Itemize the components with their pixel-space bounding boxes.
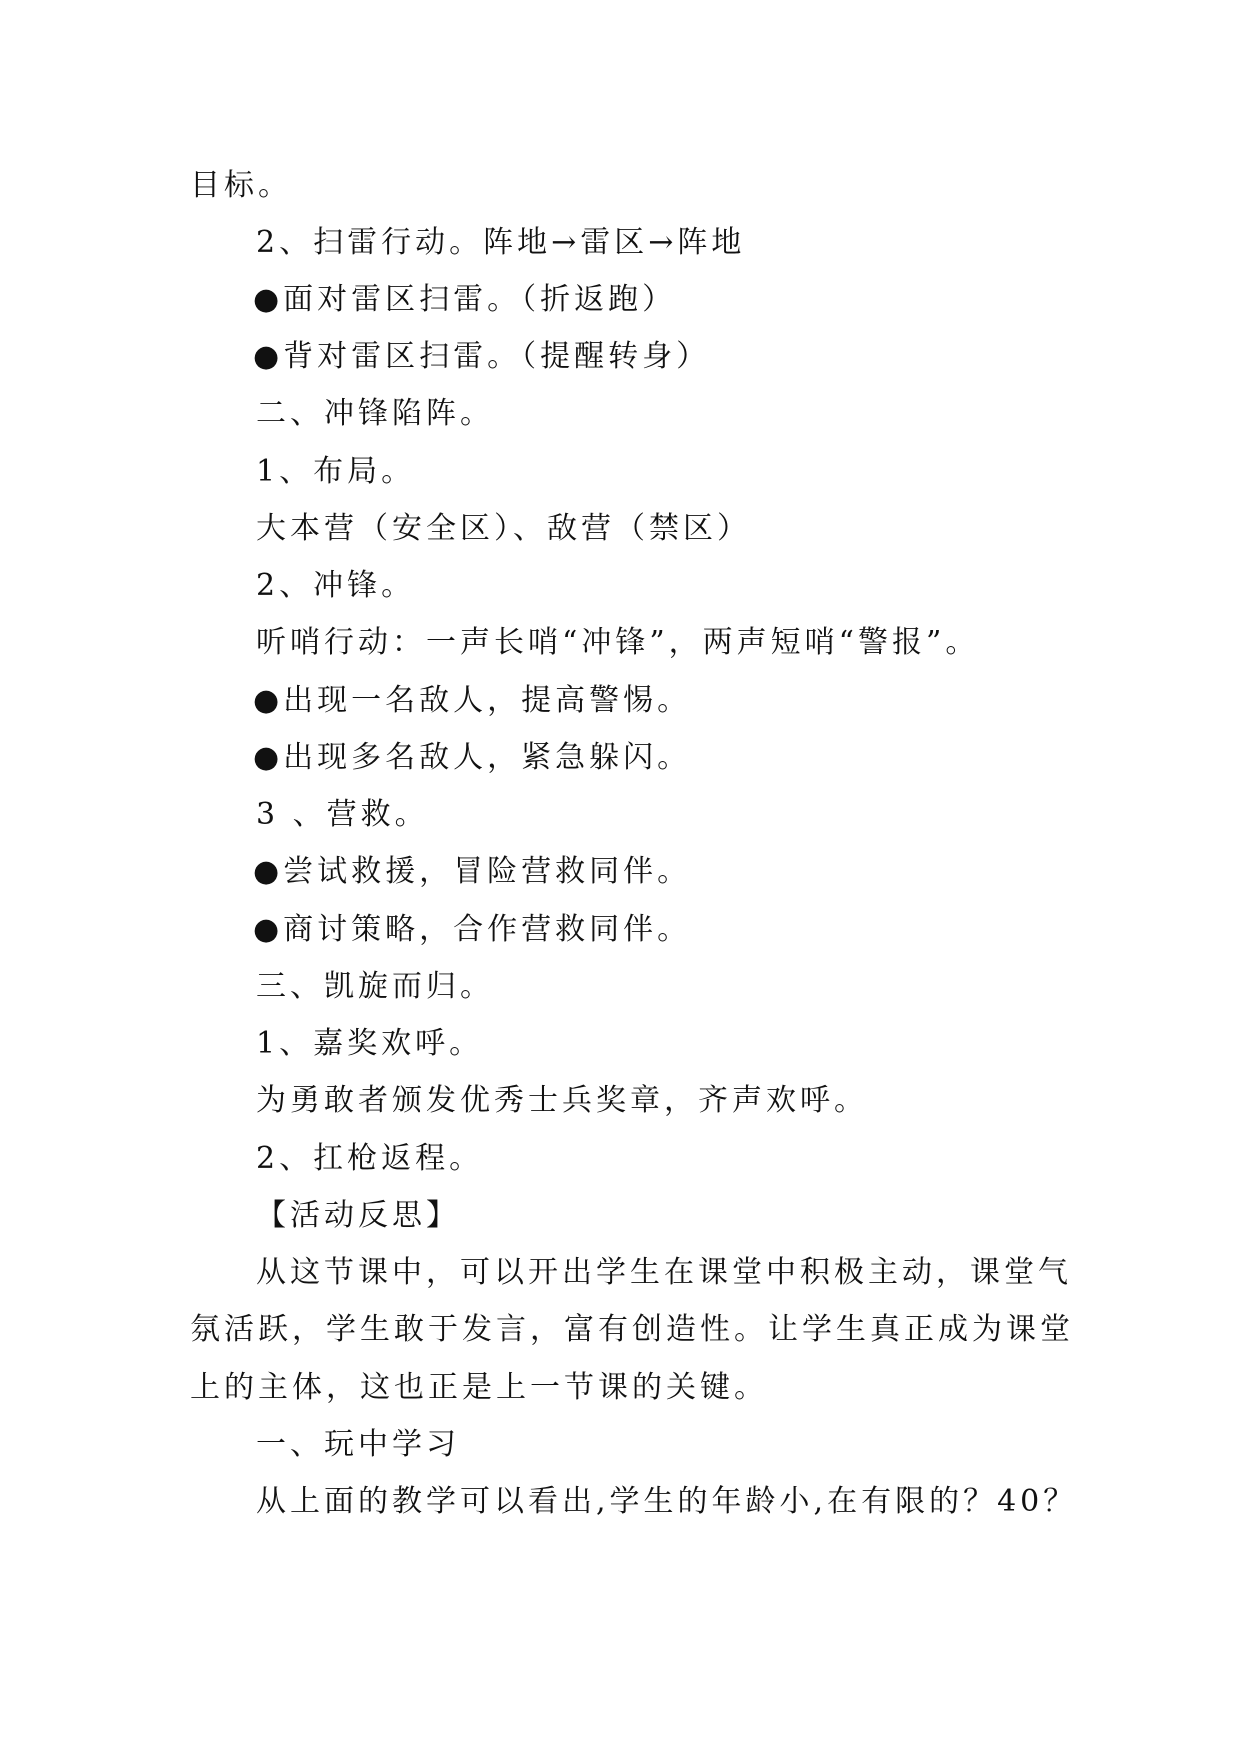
text-line: 目标。 [190, 168, 292, 203]
text-line: 二、冲锋陷阵。 [256, 396, 494, 431]
text-line: 为勇敢者颁发优秀士兵奖章，齐声欢呼。 [256, 1083, 868, 1118]
text-line: 上的主体，这也正是上一节课的关键。 [190, 1370, 768, 1405]
text-line: ●面对雷区扫雷。（折返跑） [253, 282, 677, 317]
text-line: 3 、营救。 [256, 797, 429, 832]
text-line: 听哨行动：一声长哨“冲锋”，两声短哨“警报”。 [256, 625, 980, 660]
text-line: ●背对雷区扫雷。（提醒转身） [253, 339, 711, 374]
text-line: 2、扛枪返程。 [256, 1141, 484, 1176]
text-line: ●商讨策略，合作营救同伴。 [253, 912, 692, 947]
text-line: 大本营（安全区）、敌营（禁区） [256, 511, 751, 546]
section-heading: 【活动反思】 [256, 1198, 460, 1233]
text-line: ●出现一名敌人，提高警惕。 [253, 683, 692, 718]
text-line: 一、玩中学习 [256, 1427, 460, 1462]
text-line: 1、嘉奖欢呼。 [256, 1026, 484, 1061]
text-line: 氛活跃，学生敢于发言，富有创造性。让学生真正成为课堂 [190, 1312, 1074, 1347]
text-line: 从这节课中，可以开出学生在课堂中积极主动，课堂气 [256, 1255, 1072, 1290]
text-line: 2、扫雷行动。阵地→雷区→阵地 [256, 225, 746, 260]
text-line: 2、冲锋。 [256, 568, 416, 603]
text-line: ●尝试救援，冒险营救同伴。 [253, 854, 692, 889]
text-line: 三、凯旋而归。 [256, 969, 494, 1004]
text-line: ●出现多名敌人，紧急躲闪。 [253, 740, 692, 775]
text-line: 从上面的教学可以看出,学生的年龄小,在有限的？40？ [256, 1484, 1078, 1519]
text-line: 1、布局。 [256, 454, 416, 489]
